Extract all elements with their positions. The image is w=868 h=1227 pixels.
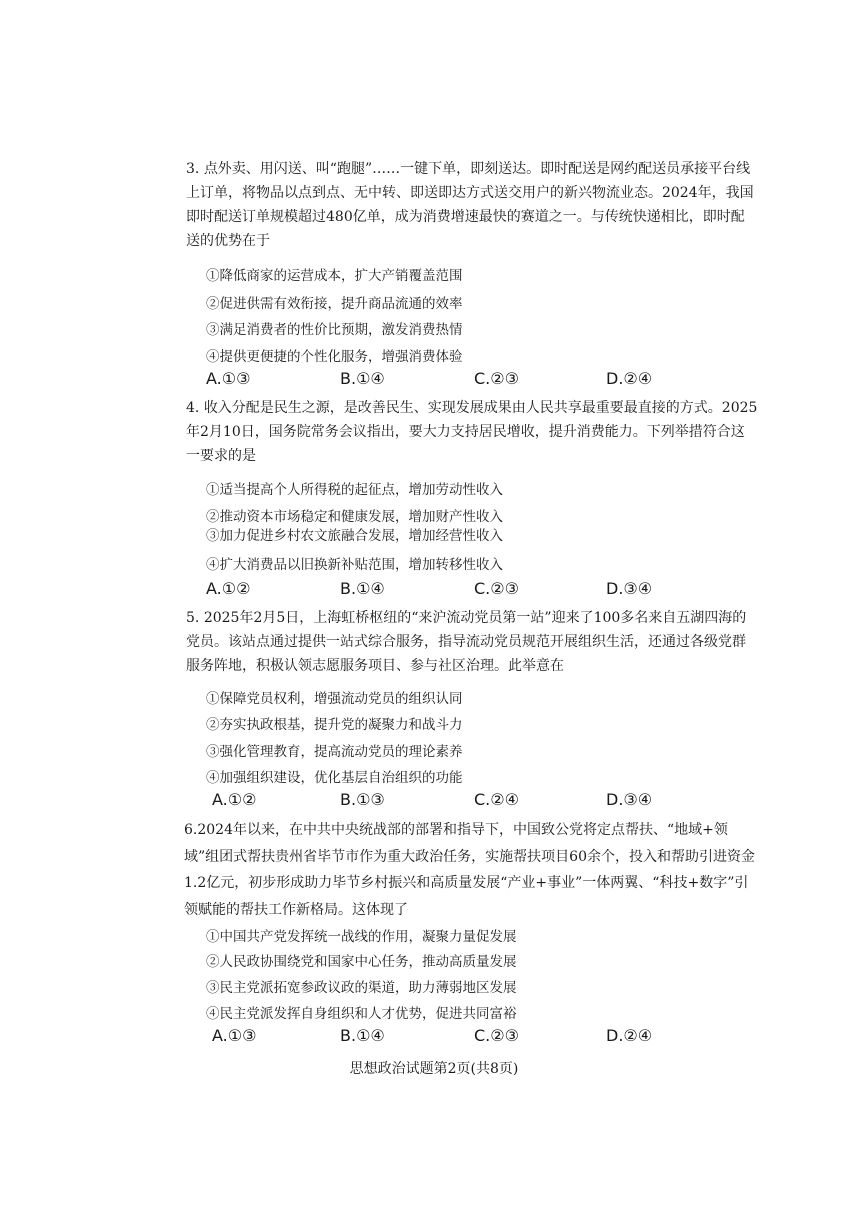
question-6-text: 2024年以来，在中共中央统战部的部署和指导下，中国致公党将定点帮扶、“地域+领域”组团式帮扶贵州省毕节市作为重大政治任务，实施帮扶项目60余个，投入和帮助引进资金1.2亿元，初步形成助力毕节乡村振兴和高质量发展“产业+事业”一体两翼、“科技+数字”引领赋能的帮扶工作新格局。这体现了 — [184, 822, 755, 918]
question-3-option-1: ①降低商家的运营成本，扩大产销覆盖范围 — [206, 268, 463, 284]
question-3-choice-d[interactable]: D.②④ — [606, 369, 653, 388]
question-4-choice-c[interactable]: C.②③ — [474, 579, 519, 598]
question-4-choice-a[interactable]: A.①② — [206, 579, 251, 598]
question-5-text: 2025年2月5日，上海虹桥枢纽的“来沪流动党员第一站”迎来了100多名来自五湖四海的党员。该站点通过提供一站式综合服务，指导流动党员规范开展组织生活，还通过各级党群服务阵地，积极认领志愿服务项目、参与社区治理。此举意在 — [186, 610, 747, 674]
question-4-choice-d[interactable]: D.③④ — [606, 579, 653, 598]
question-3-option-2: ②促进供需有效衔接，提升商品流通的效率 — [206, 296, 463, 312]
question-4-choice-b[interactable]: B.①④ — [340, 579, 385, 598]
question-5-choice-a[interactable]: A.①② — [212, 790, 257, 809]
question-4-option-2: ②推动资本市场稳定和健康发展，增加财产性收入 — [206, 509, 503, 525]
question-3-option-4: ④提供更便捷的个性化服务，增强消费体验 — [206, 349, 463, 365]
question-6-choices — [206, 1026, 766, 1048]
question-3 — [186, 157, 758, 253]
question-6-option-1: ①中国共产党发挥统一战线的作用，凝聚力量促发展 — [206, 929, 517, 945]
question-6-option-2: ②人民政协围绕党和国家中心任务，推动高质量发展 — [206, 954, 517, 970]
question-3-option-3: ③满足消费者的性价比预期，激发消费热情 — [206, 322, 463, 338]
question-3-choices — [206, 369, 766, 391]
question-5-choice-d[interactable]: D.③④ — [606, 790, 653, 809]
question-3-stem — [186, 157, 758, 253]
question-4-option-1: ①适当提高个人所得税的起征点，增加劳动性收入 — [206, 482, 503, 498]
question-5-choice-b[interactable]: B.①③ — [340, 790, 385, 809]
question-6-number: 6. — [184, 822, 198, 838]
question-5-choice-c[interactable]: C.②④ — [474, 790, 519, 809]
question-4-text: 收入分配是民生之源，是改善民生、实现发展成果由人民共享最重要最直接的方式。2025年2月10日，国务院常务会议指出，要大力支持居民增收，提升消费能力。下列举措符合这一要求的是 — [186, 400, 758, 464]
question-6 — [184, 817, 760, 923]
question-6-choice-d[interactable]: D.②④ — [606, 1026, 653, 1045]
question-6-choice-a[interactable]: A.①③ — [212, 1026, 257, 1045]
question-3-choice-a[interactable]: A.①③ — [206, 369, 251, 388]
question-5-option-3: ③强化管理教育，提高流动党员的理论素养 — [206, 744, 463, 760]
question-4-stem — [186, 396, 758, 468]
question-4-option-3: ③加力促进乡村农文旅融合发展，增加经营性收入 — [206, 528, 503, 544]
question-5 — [186, 606, 758, 678]
question-6-choice-c[interactable]: C.②③ — [474, 1026, 519, 1045]
page-footer: 思想政治试题第2页(共8页) — [349, 1061, 519, 1077]
question-5-number: 5. — [186, 610, 200, 626]
question-5-choices — [206, 790, 766, 812]
question-3-number: 3. — [186, 161, 200, 177]
question-6-choice-b[interactable]: B.①④ — [340, 1026, 385, 1045]
question-5-stem — [186, 606, 758, 678]
question-3-choice-b[interactable]: B.①④ — [340, 369, 385, 388]
question-4 — [186, 396, 758, 468]
question-5-option-4: ④加强组织建设，优化基层自治组织的功能 — [206, 770, 463, 786]
question-6-option-3: ③民主党派拓宽参政议政的渠道，助力薄弱地区发展 — [206, 980, 517, 996]
question-4-choices — [206, 579, 766, 601]
question-3-text: 点外卖、用闪送、叫“跑腿”……一键下单，即刻送达。即时配送是网约配送员承接平台线上订单，将物品以点到点、无中转、即送即达方式送交用户的新兴物流业态。2024年，我国即时配送订单规模超过480亿单，成为消费增速最快的赛道之一。与传统快递相比，即时配送的优势在于 — [186, 161, 754, 249]
question-4-number: 4. — [186, 400, 200, 416]
question-3-choice-c[interactable]: C.②③ — [474, 369, 519, 388]
question-6-stem — [184, 817, 760, 923]
question-5-option-2: ②夯实执政根基，提升党的凝聚力和战斗力 — [206, 717, 463, 733]
question-6-option-4: ④民主党派发挥自身组织和人才优势，促进共同富裕 — [206, 1006, 517, 1022]
question-4-option-4: ④扩大消费品以旧换新补贴范围，增加转移性收入 — [206, 557, 503, 573]
question-5-option-1: ①保障党员权利，增强流动党员的组织认同 — [206, 691, 463, 707]
